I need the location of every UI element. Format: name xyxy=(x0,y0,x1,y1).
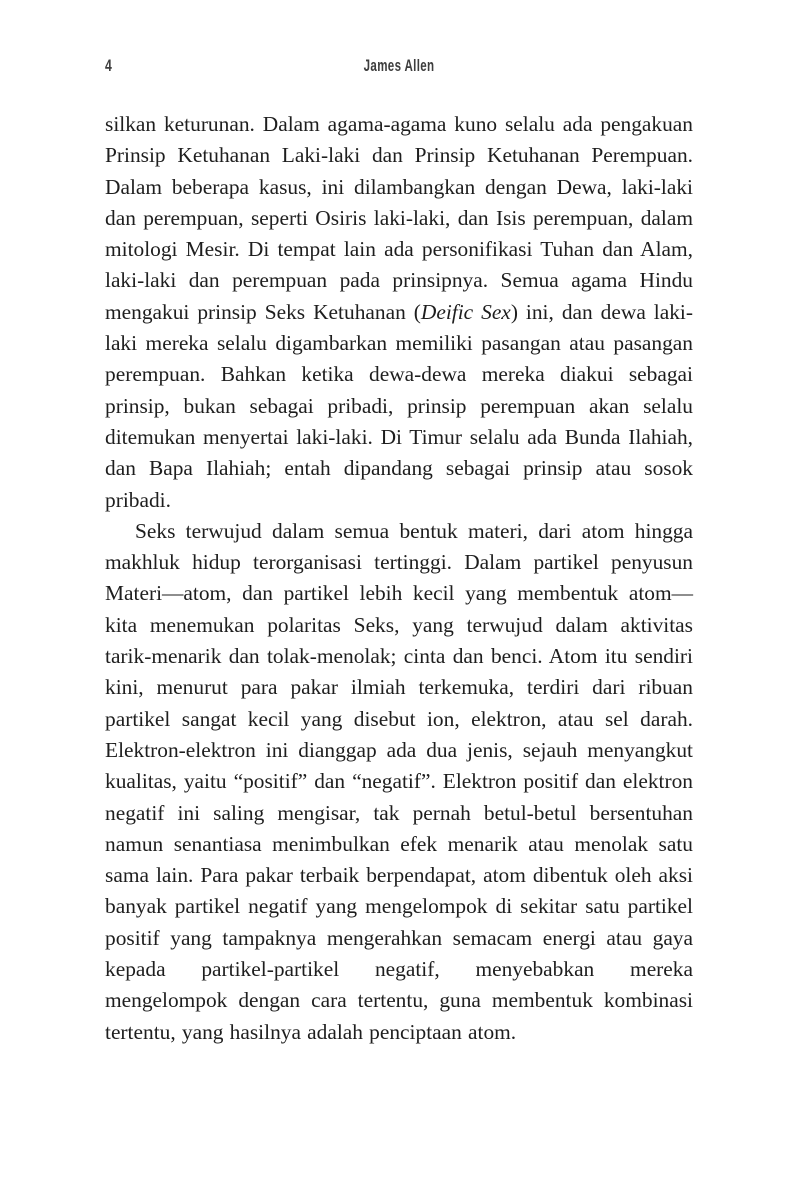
body-text xyxy=(105,109,693,1048)
paragraph-1-italic-phrase: Deific Sex xyxy=(420,299,511,324)
running-header xyxy=(105,57,693,75)
paragraph-1-text-continued: ) ini, dan dewa laki-laki mereka selalu digambarkan memiliki pasangan atau pasangan perempuan. Bahkan ketika dewa-dewa mereka diakui sebagai prinsip, bukan sebagai pribadi, prinsip perempuan akan selalu ditemukan menyertai laki-laki. Di Timur selalu ada Bunda Ilahiah, dan Bapa Ilahiah; entah dipandang sebagai prinsip atau sosok pribadi. xyxy=(105,299,693,512)
page-number: 4 xyxy=(105,56,112,75)
paragraph-1 xyxy=(105,109,693,516)
paragraph-2: Seks terwujud dalam semua bentuk materi, dari atom hingga makhluk hidup terorganisasi tertinggi. Dalam partikel penyusun Materi—atom, dan partikel lebih kecil yang membentuk atom—kita menemukan polaritas Seks, yang terwujud dalam aktivitas tarik-menarik dan tolak-menolak; cinta dan benci. Atom itu sendiri kini, menurut para pakar ilmiah terkemuka, terdiri dari ribuan partikel sangat kecil yang disebut ion, elektron, atau sel darah. Elektron-elektron ini dianggap ada dua jenis, sejauh menyangkut kualitas, yaitu “positif” dan “negatif”. Elektron positif dan elektron negatif ini saling mengisar, tak pernah betul-betul bersentuhan namun senantiasa menimbulkan efek menarik atau menolak satu sama lain. Para pakar terbaik berpendapat, atom dibentuk oleh aksi banyak partikel negatif yang mengelompok di sekitar satu partikel positif yang tampaknya mengerahkan semacam energi atau gaya kepada partikel-partikel negatif, menyebabkan mereka mengelompok dengan cara tertentu, guna membentuk kombinasi tertentu, yang hasilnya adalah penciptaan atom. xyxy=(105,518,693,1044)
paragraph-1-text: silkan keturunan. Dalam agama-agama kuno selalu ada pengakuan Prinsip Ketuhanan Laki-laki dan Prinsip Ketuhanan Perempuan. Dalam beberapa kasus, ini dilambangkan dengan Dewa, laki-laki dan perempuan, seperti Osiris laki-laki, dan Isis perempuan, dalam mitologi Mesir. Di tempat lain ada personifikasi Tuhan dan Alam, laki-laki dan perempuan pada prinsipnya. Semua agama Hindu mengakui prinsip Seks Ketuhanan ( xyxy=(105,112,693,324)
running-header-text: James Allen xyxy=(363,56,435,75)
page-header xyxy=(105,57,693,79)
